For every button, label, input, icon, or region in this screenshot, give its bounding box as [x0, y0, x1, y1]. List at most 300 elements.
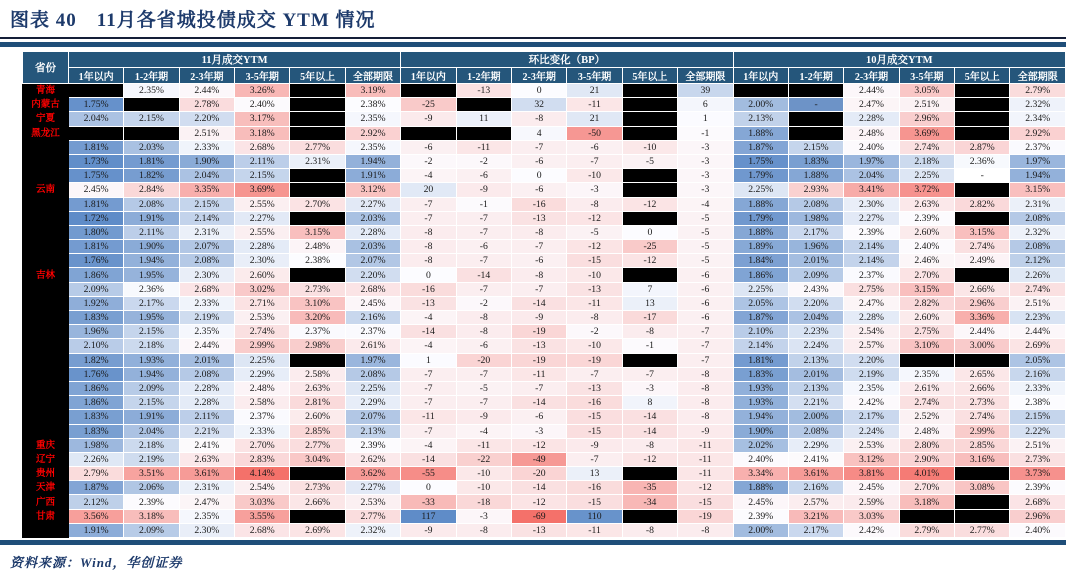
table-row — [23, 339, 1066, 353]
ytm-cell: 3.69% — [235, 183, 290, 197]
ytm-cell: 2.13% — [788, 381, 843, 395]
table-row — [23, 282, 1066, 296]
ytm-cell: 2.37% — [290, 325, 345, 339]
ytm-cell — [290, 183, 345, 197]
ytm-cell: 1.94% — [733, 410, 788, 424]
bp-cell: -49 — [511, 452, 566, 466]
ytm-cell: 1.97% — [345, 353, 400, 367]
ytm-cell: 2.29% — [345, 396, 400, 410]
province-cell — [23, 339, 69, 353]
ytm-cell: 2.27% — [345, 197, 400, 211]
bp-cell: -16 — [567, 481, 622, 495]
bp-cell: -8 — [456, 311, 511, 325]
bp-cell: 0 — [401, 268, 456, 282]
bp-cell: -7 — [567, 452, 622, 466]
bp-cell: -11 — [456, 438, 511, 452]
ytm-cell: 2.21% — [179, 424, 234, 438]
bp-cell: -9 — [678, 424, 733, 438]
ytm-cell — [733, 84, 788, 98]
province-cell — [23, 282, 69, 296]
ytm-cell: 3.26% — [235, 84, 290, 98]
bp-cell: 6 — [678, 98, 733, 112]
ytm-cell: 2.09% — [68, 282, 123, 296]
table-row — [23, 381, 1066, 395]
ytm-cell: 2.33% — [179, 140, 234, 154]
province-cell — [23, 367, 69, 381]
bp-cell: -13 — [567, 282, 622, 296]
bp-cell: -7 — [456, 367, 511, 381]
ytm-cell: 2.31% — [1010, 197, 1066, 211]
bp-cell — [622, 98, 677, 112]
bp-cell: -18 — [456, 495, 511, 509]
province-cell — [23, 410, 69, 424]
ytm-cell: 3.34% — [733, 467, 788, 481]
bp-cell: 0 — [401, 481, 456, 495]
ytm-cell: 2.04% — [179, 169, 234, 183]
ytm-cell: 3.12% — [345, 183, 400, 197]
ytm-cell: 2.55% — [235, 197, 290, 211]
ytm-cell: 2.71% — [235, 296, 290, 310]
ytm-cell — [290, 467, 345, 481]
bp-cell: -3 — [511, 424, 566, 438]
ytm-cell: 2.26% — [1010, 268, 1066, 282]
bp-cell: -3 — [678, 140, 733, 154]
ytm-cell: 2.15% — [235, 169, 290, 183]
ytm-cell: 1.95% — [124, 311, 179, 325]
ytm-cell: 1.83% — [68, 424, 123, 438]
ytm-cell: 2.45% — [844, 481, 899, 495]
ytm-cell: 3.03% — [235, 495, 290, 509]
ytm-cell: 2.66% — [290, 495, 345, 509]
bp-cell: 0 — [511, 84, 566, 98]
ytm-cell: 1.95% — [124, 268, 179, 282]
province-cell: 广西 — [23, 495, 69, 509]
ytm-cell: 2.12% — [68, 495, 123, 509]
ytm-cell: 1.88% — [733, 197, 788, 211]
bp-cell: -6 — [511, 154, 566, 168]
province-cell — [23, 225, 69, 239]
ytm-cell — [955, 112, 1010, 126]
ytm-cell: 2.63% — [899, 197, 954, 211]
ytm-cell: 2.45% — [733, 495, 788, 509]
ytm-cell: 2.37% — [844, 268, 899, 282]
ytm-cell: 2.19% — [124, 452, 179, 466]
ytm-cell — [955, 211, 1010, 225]
ytm-cell: 2.35% — [179, 325, 234, 339]
ytm-cell: 2.05% — [733, 296, 788, 310]
ytm-cell: 1.84% — [733, 254, 788, 268]
bp-cell: 39 — [678, 84, 733, 98]
bp-cell: -12 — [567, 211, 622, 225]
bp-cell: 11 — [456, 112, 511, 126]
ytm-cell: 3.72% — [899, 183, 954, 197]
bp-cell: -35 — [622, 481, 677, 495]
ytm-cell: 2.82% — [899, 296, 954, 310]
ytm-cell: 2.20% — [179, 112, 234, 126]
ytm-cell: 2.75% — [844, 282, 899, 296]
bp-cell: -7 — [678, 353, 733, 367]
ytm-cell: 2.70% — [290, 197, 345, 211]
ytm-cell: 1.98% — [68, 438, 123, 452]
province-cell: 贵州 — [23, 467, 69, 481]
ytm-table — [22, 51, 1066, 538]
ytm-cell: 3.19% — [345, 84, 400, 98]
ytm-cell: 2.03% — [345, 240, 400, 254]
ytm-cell: 1.94% — [124, 254, 179, 268]
ytm-cell — [899, 509, 954, 523]
ytm-cell: 2.11% — [124, 225, 179, 239]
ytm-cell: 1.76% — [68, 367, 123, 381]
province-cell — [23, 154, 69, 168]
ytm-cell — [290, 268, 345, 282]
bp-cell: -6 — [678, 296, 733, 310]
ytm-cell: 2.51% — [179, 126, 234, 140]
province-cell — [23, 296, 69, 310]
ytm-cell: 2.15% — [179, 197, 234, 211]
ytm-cell: 2.10% — [68, 339, 123, 353]
ytm-cell: 1.94% — [345, 154, 400, 168]
ytm-cell: 2.08% — [1010, 240, 1066, 254]
bp-cell: -5 — [678, 254, 733, 268]
bp-cell: -7 — [567, 154, 622, 168]
bp-cell: -7 — [511, 140, 566, 154]
ytm-cell — [290, 169, 345, 183]
ytm-cell: 2.47% — [179, 495, 234, 509]
ytm-cell: 2.35% — [124, 84, 179, 98]
bp-cell: -12 — [567, 240, 622, 254]
bp-cell: -33 — [401, 495, 456, 509]
ytm-cell: 3.56% — [68, 509, 123, 523]
bp-cell: -5 — [622, 154, 677, 168]
ytm-cell: 2.85% — [290, 424, 345, 438]
bp-cell: -22 — [456, 452, 511, 466]
ytm-cell: 1.96% — [788, 240, 843, 254]
figure-title: 图表 40 11月各省城投债成交 YTM 情况 — [10, 10, 376, 31]
ytm-cell: 2.45% — [68, 183, 123, 197]
bp-cell: -69 — [511, 509, 566, 523]
table-body — [23, 84, 1066, 538]
province-cell — [23, 396, 69, 410]
ytm-cell: 2.04% — [788, 311, 843, 325]
ytm-cell: 2.31% — [290, 154, 345, 168]
bp-cell: -20 — [511, 467, 566, 481]
ytm-cell: 1.91% — [124, 410, 179, 424]
bp-cell: -19 — [511, 353, 566, 367]
table-row — [23, 438, 1066, 452]
bp-cell: -14 — [622, 410, 677, 424]
ytm-cell: 2.04% — [68, 112, 123, 126]
ytm-cell: 2.08% — [179, 367, 234, 381]
ytm-cell: 1.94% — [124, 367, 179, 381]
province-cell: 宁夏 — [23, 112, 69, 126]
ytm-cell: 1.93% — [733, 396, 788, 410]
bp-cell: -15 — [567, 254, 622, 268]
bp-cell — [622, 112, 677, 126]
province-cell: 内蒙古 — [23, 98, 69, 112]
ytm-cell: 2.54% — [235, 481, 290, 495]
table-row — [23, 452, 1066, 466]
ytm-cell: 2.47% — [844, 98, 899, 112]
ytm-cell: 2.28% — [179, 396, 234, 410]
bp-cell — [622, 509, 677, 523]
bp-cell: -14 — [401, 452, 456, 466]
ytm-cell — [68, 126, 123, 140]
table-bottom-rule — [0, 540, 1066, 545]
period-header: 3-5年期 — [567, 68, 622, 84]
ytm-cell: 2.29% — [235, 367, 290, 381]
ytm-cell: 2.18% — [124, 339, 179, 353]
ytm-cell: 1.87% — [733, 140, 788, 154]
ytm-cell: 3.16% — [955, 452, 1010, 466]
period-header: 2-3年期 — [511, 68, 566, 84]
bp-cell: -7 — [401, 424, 456, 438]
bp-cell: -1 — [456, 197, 511, 211]
ytm-cell: 2.74% — [235, 325, 290, 339]
bp-cell: -7 — [456, 225, 511, 239]
ytm-cell: 2.19% — [844, 367, 899, 381]
ytm-cell: 2.84% — [124, 183, 179, 197]
ytm-cell: 2.02% — [733, 438, 788, 452]
bp-cell: -6 — [678, 282, 733, 296]
province-cell — [23, 197, 69, 211]
ytm-cell: 2.73% — [290, 481, 345, 495]
ytm-cell: 2.18% — [124, 438, 179, 452]
ytm-cell: 2.51% — [899, 98, 954, 112]
ytm-cell: 1.73% — [68, 154, 123, 168]
ytm-cell — [788, 112, 843, 126]
table-row — [23, 183, 1066, 197]
ytm-cell: 2.44% — [955, 325, 1010, 339]
province-cell — [23, 211, 69, 225]
province-header: 省份 — [23, 52, 69, 84]
bp-cell: -5 — [678, 211, 733, 225]
ytm-cell — [124, 126, 179, 140]
bp-cell: -8 — [622, 523, 677, 537]
ytm-cell: 2.40% — [899, 240, 954, 254]
ytm-cell: 2.07% — [345, 410, 400, 424]
bp-cell: -13 — [567, 381, 622, 395]
ytm-cell: 2.16% — [788, 481, 843, 495]
ytm-cell: 2.14% — [844, 254, 899, 268]
ytm-cell: 1.86% — [68, 396, 123, 410]
bp-cell: 7 — [622, 282, 677, 296]
period-header: 全部期限 — [678, 68, 733, 84]
ytm-cell — [955, 84, 1010, 98]
ytm-cell: 2.66% — [955, 282, 1010, 296]
ytm-cell: 1.81% — [68, 140, 123, 154]
table-row — [23, 296, 1066, 310]
page — [0, 5, 1066, 579]
bp-cell: -3 — [567, 183, 622, 197]
bp-cell: -6 — [456, 169, 511, 183]
ytm-cell: 3.10% — [290, 296, 345, 310]
ytm-cell: 1.94% — [1010, 169, 1066, 183]
ytm-cell: 2.08% — [788, 424, 843, 438]
ytm-cell: 2.23% — [788, 325, 843, 339]
ytm-cell: 2.85% — [955, 438, 1010, 452]
ytm-cell: 2.21% — [788, 396, 843, 410]
ytm-cell: 2.92% — [345, 126, 400, 140]
ytm-cell: 2.63% — [290, 381, 345, 395]
bp-cell: 0 — [622, 225, 677, 239]
ytm-cell: 2.28% — [179, 381, 234, 395]
ytm-cell — [290, 126, 345, 140]
ytm-cell: 2.81% — [290, 396, 345, 410]
ytm-cell: 1.86% — [68, 381, 123, 395]
table-row — [23, 254, 1066, 268]
bp-cell: -7 — [456, 396, 511, 410]
ytm-cell: 2.73% — [1010, 452, 1066, 466]
ytm-cell: 2.54% — [844, 325, 899, 339]
ytm-cell: 2.30% — [179, 268, 234, 282]
ytm-cell: 2.73% — [290, 282, 345, 296]
ytm-cell: 3.81% — [844, 467, 899, 481]
bp-cell: -11 — [567, 296, 622, 310]
bp-cell: -7 — [456, 211, 511, 225]
ytm-cell: 2.99% — [235, 339, 290, 353]
ytm-cell: 2.44% — [844, 84, 899, 98]
ytm-cell: 2.98% — [290, 339, 345, 353]
ytm-cell: 3.15% — [1010, 183, 1066, 197]
ytm-cell: 3.35% — [179, 183, 234, 197]
ytm-cell: 2.74% — [899, 140, 954, 154]
ytm-cell: 2.93% — [788, 183, 843, 197]
ytm-cell: 2.40% — [1010, 523, 1066, 537]
ytm-cell: 1.86% — [68, 268, 123, 282]
ytm-cell: 2.79% — [1010, 84, 1066, 98]
ytm-cell: 2.35% — [899, 367, 954, 381]
bp-cell: -8 — [678, 381, 733, 395]
ytm-cell: 2.74% — [955, 410, 1010, 424]
period-header: 1年以内 — [68, 68, 123, 84]
ytm-cell: 3.73% — [1010, 467, 1066, 481]
ytm-cell: 1.79% — [733, 169, 788, 183]
ytm-cell: 1.80% — [68, 225, 123, 239]
ytm-cell: 2.20% — [788, 296, 843, 310]
ytm-cell — [955, 126, 1010, 140]
ytm-cell: 2.60% — [235, 268, 290, 282]
bp-cell: -9 — [567, 438, 622, 452]
bp-cell: -7 — [622, 367, 677, 381]
bp-cell: -8 — [567, 197, 622, 211]
bp-cell: -12 — [622, 254, 677, 268]
province-cell — [23, 381, 69, 395]
bp-cell: -7 — [401, 381, 456, 395]
ytm-cell: 2.08% — [1010, 211, 1066, 225]
bp-cell: -8 — [511, 268, 566, 282]
ytm-cell: 1.93% — [733, 381, 788, 395]
table-row — [23, 240, 1066, 254]
ytm-cell: 2.48% — [290, 240, 345, 254]
ytm-cell: 2.51% — [1010, 296, 1066, 310]
bp-cell: -2 — [456, 296, 511, 310]
ytm-cell: 1.83% — [733, 367, 788, 381]
ytm-cell: 2.08% — [124, 197, 179, 211]
ytm-cell: 2.11% — [235, 154, 290, 168]
ytm-cell: 1.93% — [124, 353, 179, 367]
bp-cell: -7 — [678, 325, 733, 339]
bp-cell: -11 — [678, 467, 733, 481]
bp-cell: -7 — [401, 197, 456, 211]
ytm-cell: 1.83% — [68, 311, 123, 325]
ytm-cell — [955, 268, 1010, 282]
bp-cell: -14 — [456, 268, 511, 282]
ytm-cell: 2.36% — [955, 154, 1010, 168]
ytm-cell: 2.60% — [290, 410, 345, 424]
ytm-cell: 1.97% — [844, 154, 899, 168]
ytm-cell: 3.61% — [788, 467, 843, 481]
bp-cell: -11 — [511, 367, 566, 381]
ytm-cell: 2.15% — [124, 325, 179, 339]
title-rule-thick — [0, 42, 1066, 47]
ytm-cell: 2.58% — [290, 367, 345, 381]
period-header: 1-2年期 — [124, 68, 179, 84]
ytm-cell: 2.03% — [345, 211, 400, 225]
province-cell — [23, 254, 69, 268]
bp-cell: 1 — [678, 112, 733, 126]
bp-cell: -6 — [401, 140, 456, 154]
ytm-cell: 2.17% — [124, 296, 179, 310]
bp-cell: -5 — [456, 381, 511, 395]
province-cell — [23, 523, 69, 537]
ytm-cell: 1.90% — [733, 424, 788, 438]
ytm-cell: 2.37% — [235, 410, 290, 424]
bp-cell: -11 — [678, 438, 733, 452]
bp-cell: -7 — [511, 282, 566, 296]
table-row — [23, 495, 1066, 509]
ytm-cell: 2.48% — [899, 424, 954, 438]
bp-cell: -7 — [401, 396, 456, 410]
ytm-cell: 2.31% — [179, 481, 234, 495]
bp-cell: -4 — [456, 424, 511, 438]
ytm-cell: 2.29% — [788, 438, 843, 452]
bp-cell: -13 — [511, 523, 566, 537]
province-cell: 重庆 — [23, 438, 69, 452]
ytm-cell: 2.68% — [345, 282, 400, 296]
table-row — [23, 126, 1066, 140]
table-row — [23, 424, 1066, 438]
ytm-cell: 2.75% — [899, 325, 954, 339]
ytm-cell: 2.39% — [733, 509, 788, 523]
ytm-cell: 2.77% — [290, 438, 345, 452]
ytm-cell: 2.24% — [844, 424, 899, 438]
ytm-cell: 2.28% — [844, 112, 899, 126]
bp-cell: 32 — [511, 98, 566, 112]
bp-cell: -13 — [511, 211, 566, 225]
ytm-cell: 2.68% — [235, 140, 290, 154]
period-header: 5年以上 — [622, 68, 677, 84]
bp-cell: -10 — [567, 268, 622, 282]
ytm-cell: 2.27% — [844, 211, 899, 225]
period-header: 5年以上 — [955, 68, 1010, 84]
bp-cell: -13 — [456, 84, 511, 98]
ytm-cell: 2.35% — [345, 112, 400, 126]
bp-cell: -15 — [567, 410, 622, 424]
ytm-cell: 2.25% — [235, 353, 290, 367]
ytm-cell: 2.22% — [1010, 424, 1066, 438]
bp-cell: 110 — [567, 509, 622, 523]
ytm-cell: 1.83% — [68, 410, 123, 424]
ytm-cell: 1.89% — [733, 240, 788, 254]
bp-cell: -16 — [401, 282, 456, 296]
bp-cell: -6 — [567, 140, 622, 154]
table-row — [23, 169, 1066, 183]
ytm-cell: 2.40% — [235, 98, 290, 112]
ytm-cell: 2.90% — [899, 452, 954, 466]
ytm-cell: 2.70% — [899, 268, 954, 282]
ytm-cell: 2.62% — [345, 452, 400, 466]
ytm-cell: 2.33% — [179, 296, 234, 310]
